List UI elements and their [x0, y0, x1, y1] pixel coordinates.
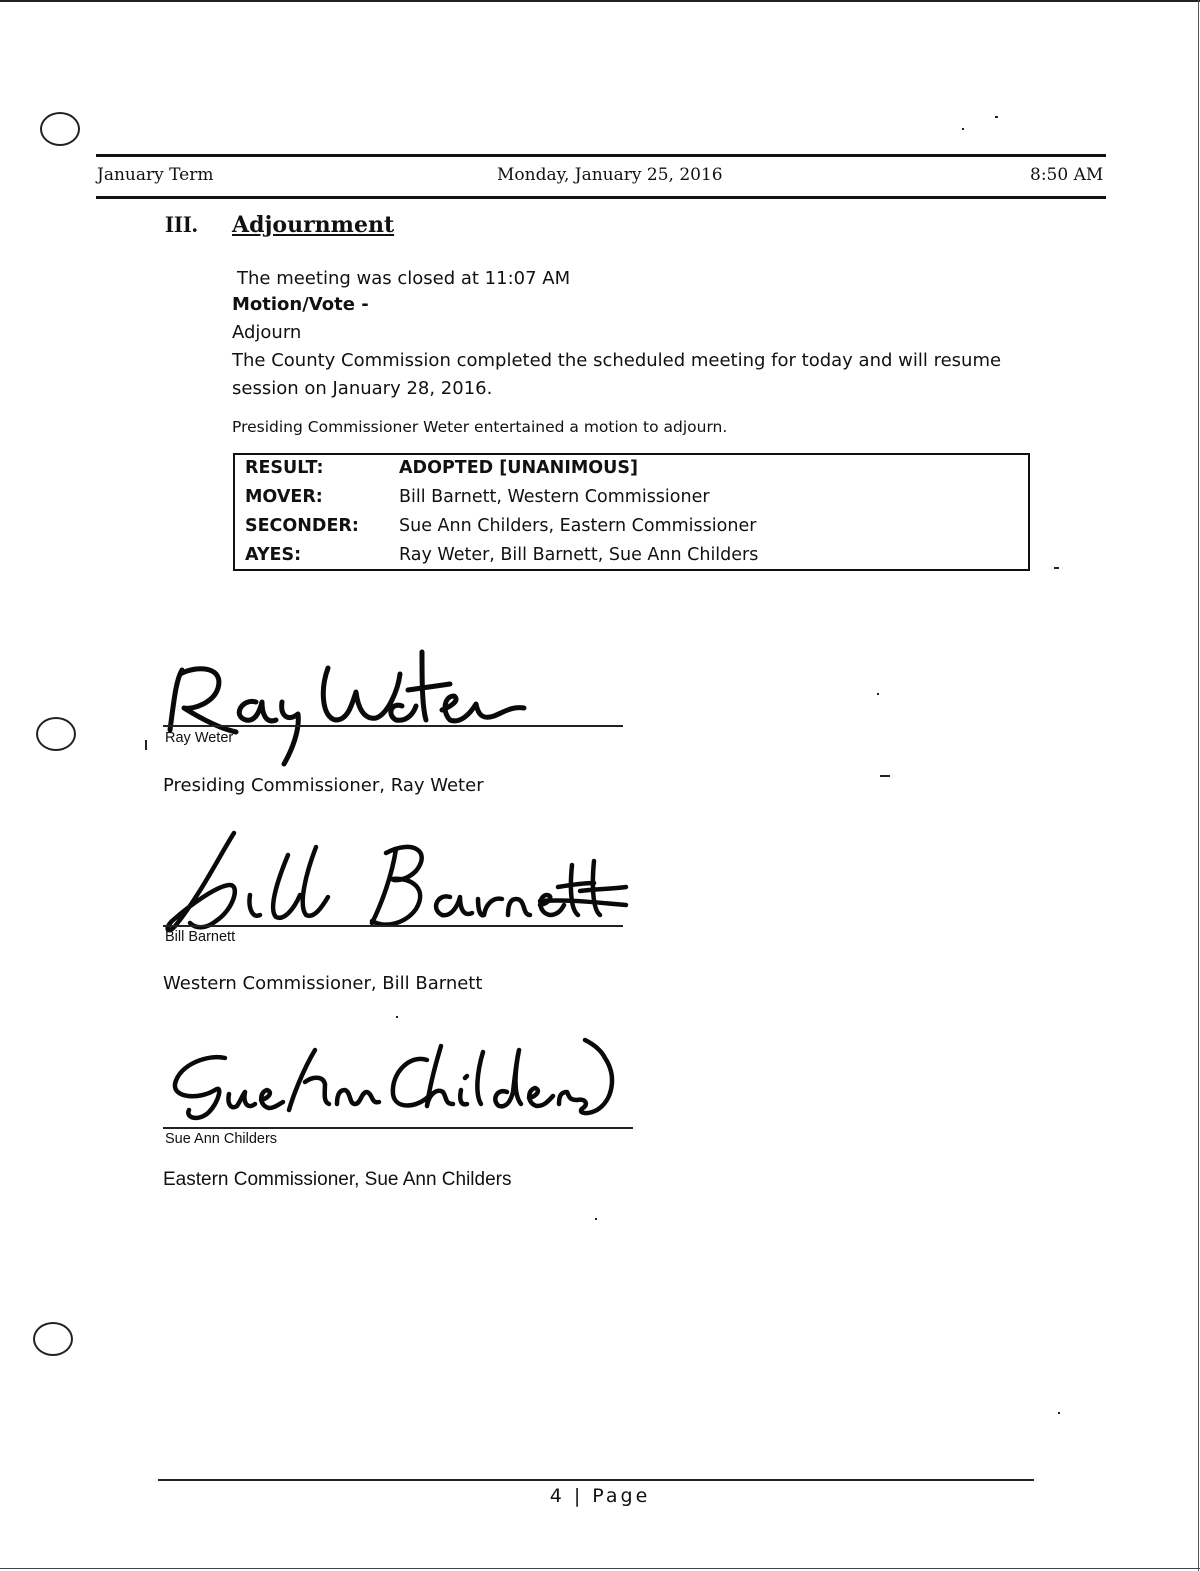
page-number: 4: [549, 1485, 565, 1507]
scan-speck: [396, 1016, 398, 1018]
signature-ray-weter: [160, 640, 540, 770]
header-rule-bottom: [96, 196, 1106, 199]
resume-text-line2: session on January 28, 2016.: [232, 378, 493, 399]
scan-speck: [880, 775, 890, 777]
presiding-note: Presiding Commissioner Weter entertained a motion to adjourn.: [232, 418, 728, 436]
printed-name-2: Bill Barnett: [165, 929, 236, 945]
header-rule-top: [96, 154, 1106, 157]
motion-item: Adjourn: [232, 322, 302, 343]
vote-value: Bill Barnett, Western Commissioner: [399, 487, 710, 507]
motion-vote-label: Motion/Vote -: [232, 294, 369, 315]
vote-value: ADOPTED [UNANIMOUS]: [399, 458, 638, 478]
signature-line-1: [163, 725, 623, 727]
scan-speck: [145, 740, 147, 750]
meeting-closed-text: The meeting was closed at 11:07 AM: [237, 268, 571, 289]
punch-hole-middle: [36, 717, 76, 751]
vote-value: Sue Ann Childers, Eastern Commissioner: [399, 516, 757, 536]
scan-speck: [877, 693, 879, 695]
footer-rule: [158, 1479, 1034, 1481]
vote-result-table: [233, 453, 1030, 571]
scan-speck: [1058, 1412, 1060, 1414]
signature-line-2: [163, 925, 623, 927]
scan-speck: [595, 1218, 597, 1220]
resume-text-line1: The County Commission completed the scheduled meeting for today and will resume: [232, 350, 1002, 371]
header-term: January Term: [97, 165, 214, 185]
vote-value: Ray Weter, Bill Barnett, Sue Ann Childers: [399, 545, 759, 565]
vote-label: RESULT:: [245, 458, 324, 478]
punch-hole-bottom: [33, 1322, 73, 1356]
signature-line-3: [163, 1127, 633, 1129]
scan-speck: [1054, 567, 1059, 569]
header-date: Monday, January 25, 2016: [497, 165, 723, 185]
signature-bill-barnett: [160, 825, 630, 945]
signer-title-1: Presiding Commissioner, Ray Weter: [163, 775, 484, 796]
scan-right-edge: [1198, 0, 1199, 1571]
section-number: III.: [165, 212, 198, 237]
signature-sue-ann-childers: [165, 1030, 625, 1125]
vote-label: AYES:: [245, 545, 302, 565]
page-label: | Page: [573, 1485, 651, 1507]
signer-title-2: Western Commissioner, Bill Barnett: [163, 973, 483, 994]
scan-top-edge: [0, 0, 1200, 2]
section-title: Adjournment: [232, 212, 395, 238]
header-time: 8:50 AM: [1030, 165, 1104, 185]
page-footer: [0, 1485, 1200, 1507]
scan-speck: [962, 128, 964, 130]
printed-name-3: Sue Ann Childers: [165, 1131, 278, 1147]
punch-hole-top: [40, 112, 80, 146]
signer-title-3: Eastern Commissioner, Sue Ann Childers: [163, 1169, 512, 1190]
printed-name-1: Ray Weter: [165, 730, 234, 746]
vote-label: SECONDER:: [245, 516, 359, 536]
vote-label: MOVER:: [245, 487, 323, 507]
scan-speck: [995, 116, 998, 118]
scan-bottom-edge: [0, 1568, 1200, 1569]
